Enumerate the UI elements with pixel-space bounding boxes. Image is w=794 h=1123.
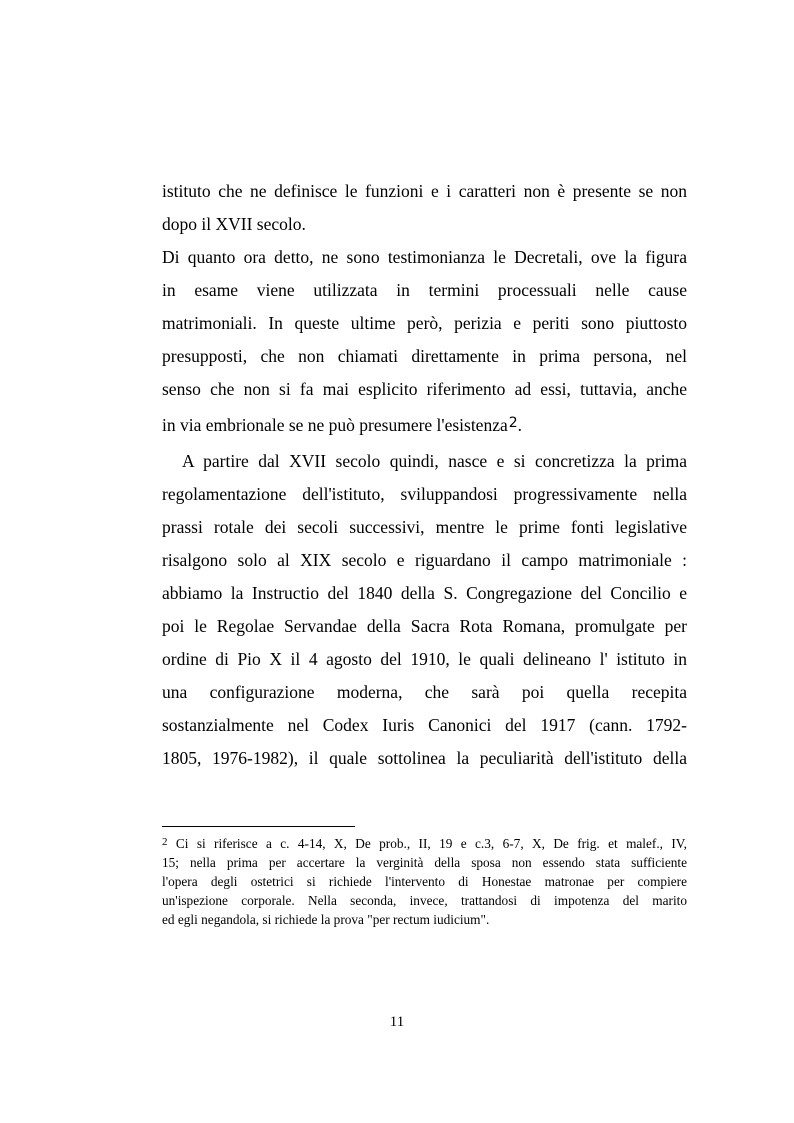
footnote-separator: [162, 826, 355, 827]
body-line: una configurazione moderna, che sarà poi quella recepita: [162, 682, 687, 702]
body-line: senso che non si fa mai esplicito riferimento ad essi, tuttavia, anche: [162, 379, 687, 399]
body-line: istituto che ne definisce le funzioni e i caratteri non è presente se non: [162, 181, 687, 201]
footnote-marker: 2: [162, 836, 168, 848]
body-line-with-footnote-ref: [162, 414, 687, 438]
footnote-line: un'ispezione corporale. Nella seconda, invece, trattandosi di impotenza del marito: [162, 893, 687, 908]
body-line: regolamentazione dell'istituto, sviluppandosi progressivamente nella: [162, 484, 687, 504]
body-line: prassi rotale dei secoli successivi, mentre le prime fonti legislative: [162, 517, 687, 537]
body-line: A partire dal XVII secolo quindi, nasce e si concretizza la prima: [182, 451, 687, 471]
footnote-line: l'opera degli ostetrici si richiede l'intervento di Honestae matronae per compiere: [162, 874, 687, 889]
body-line: poi le Regolae Servandae della Sacra Rota Romana, promulgate per: [162, 616, 687, 636]
body-line: matrimoniali. In queste ultime però, perizia e periti sono piuttosto: [162, 313, 687, 333]
footnote-line: 15; nella prima per accertare la verginità della sposa non essendo stata sufficiente: [162, 855, 687, 870]
body-line-text: in via embrionale se ne può presumere l'esistenza: [162, 415, 508, 435]
body-line: presupposti, che non chiamati direttamente in prima persona, nel: [162, 346, 687, 366]
footnote-reference[interactable]: 2: [508, 415, 518, 431]
body-line: 1805, 1976-1982), il quale sottolinea la peculiarità dell'istituto della: [162, 748, 687, 768]
body-line: in esame viene utilizzata in termini processuali nelle cause: [162, 280, 687, 300]
page-number: 11: [389, 1014, 405, 1030]
footnote-line: ed egli negandola, si richiede la prova "per rectum iudicium".: [162, 912, 490, 927]
body-line: dopo il XVII secolo.: [162, 214, 306, 234]
body-line: ordine di Pio X il 4 agosto del 1910, le quali delineano l' istituto in: [162, 649, 687, 669]
sentence-period: .: [517, 415, 523, 435]
footnote-line: [162, 834, 687, 855]
footnote-text: Ci si riferisce a c. 4-14, X, De prob., II, 19 e c.3, 6-7, X, De frig. et malef., IV,: [167, 836, 687, 851]
body-line: sostanzialmente nel Codex Iuris Canonici del 1917 (cann. 1792-: [162, 715, 687, 735]
body-line: abbiamo la Instructio del 1840 della S. Congregazione del Concilio e: [162, 583, 687, 603]
body-line: Di quanto ora detto, ne sono testimonianza le Decretali, ove la figura: [162, 247, 687, 267]
body-line: risalgono solo al XIX secolo e riguardano il campo matrimoniale :: [162, 550, 687, 570]
